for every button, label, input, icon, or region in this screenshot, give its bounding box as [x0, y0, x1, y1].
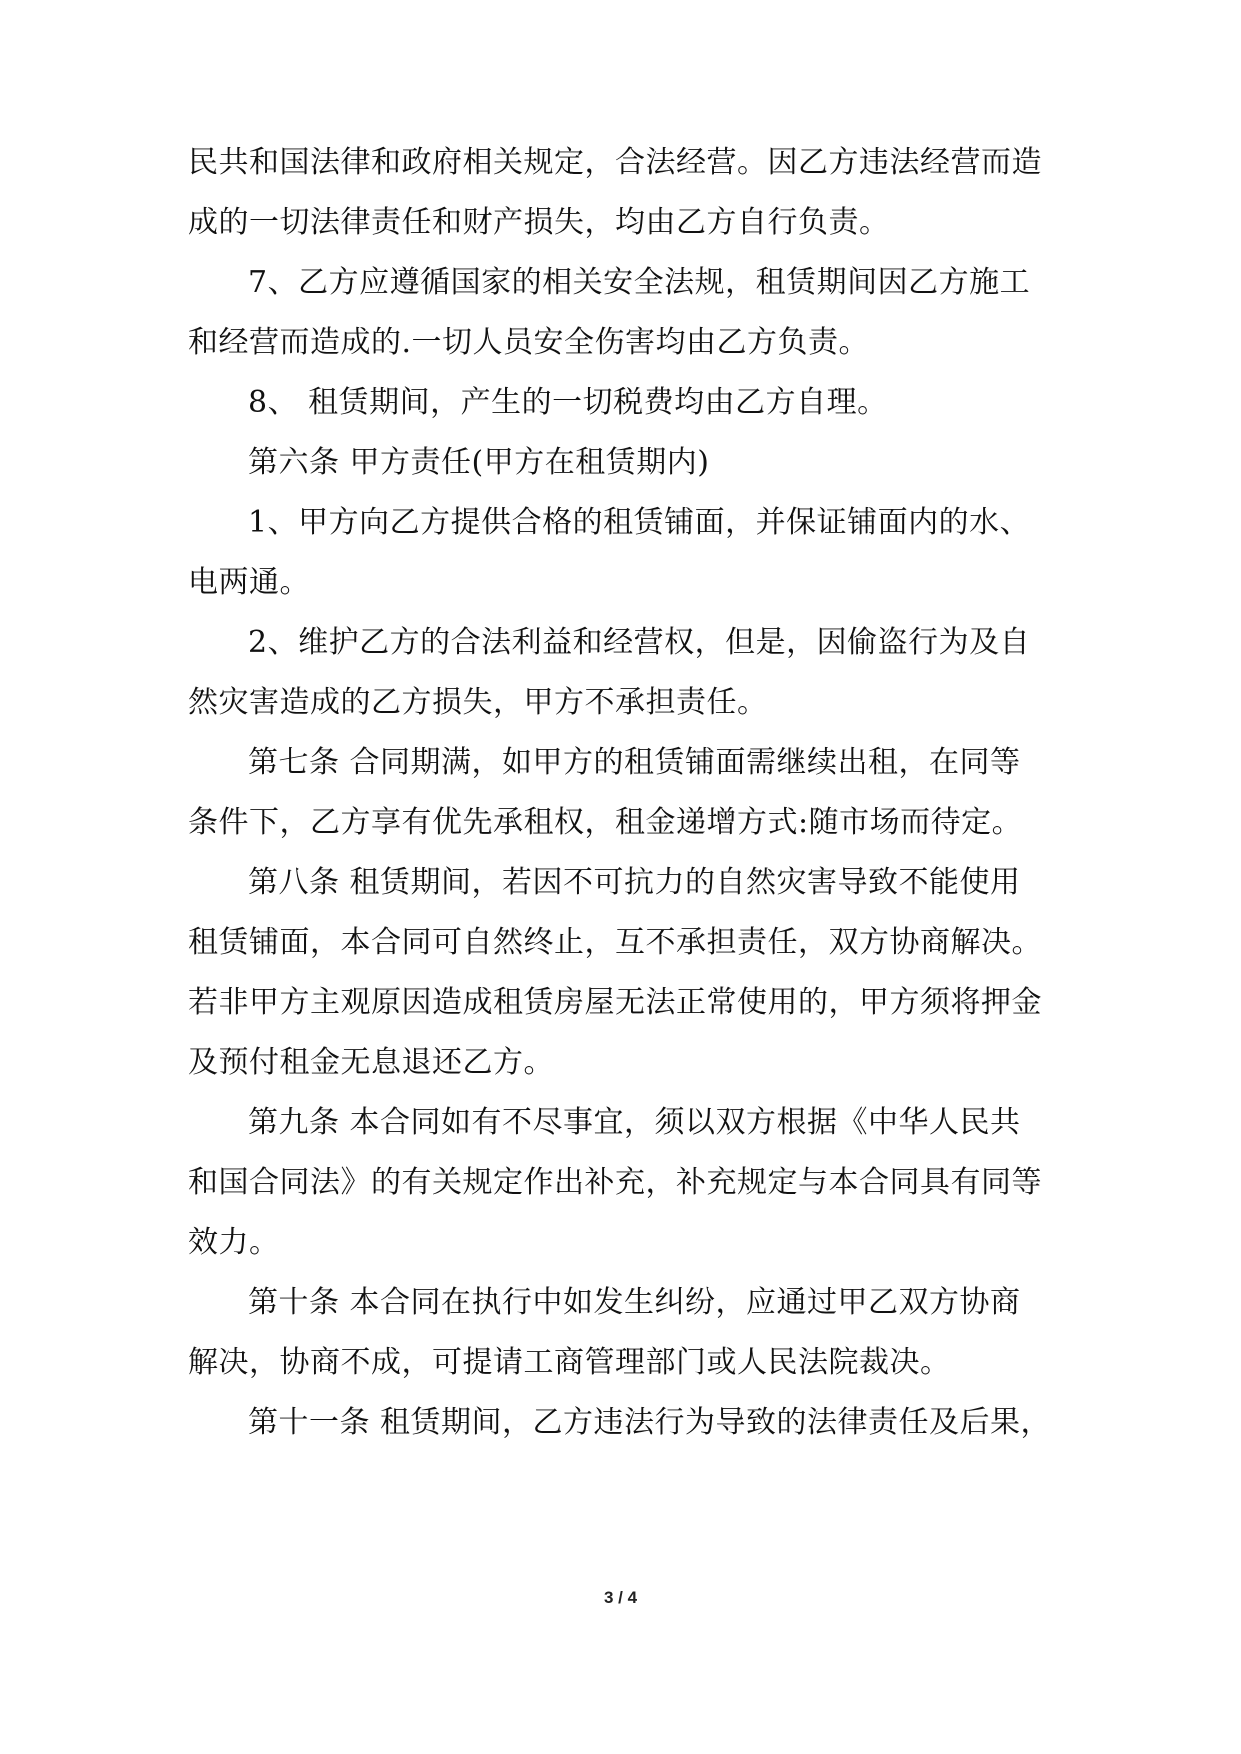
text-line: 条件下，乙方享有优先承租权，租金递增方式:随市场而待定。 [188, 805, 1023, 840]
section-heading: 第六条 甲方责任(甲方在租赁期内) [248, 445, 710, 480]
page-number: 3 / 4 [603, 1588, 638, 1607]
text-line: 和经营而造成的.一切人员安全伤害均由乙方负责。 [188, 325, 870, 360]
text-line: 成的一切法律责任和财产损失，均由乙方自行负责。 [188, 205, 890, 240]
text-line: 解决，协商不成，可提请工商管理部门或人民法院裁决。 [188, 1345, 951, 1380]
text-line: 电两通。 [188, 565, 310, 600]
text-line: 1、甲方向乙方提供合格的租赁铺面，并保证铺面内的水、 [248, 505, 1031, 540]
text-line: 租赁铺面，本合同可自然终止，互不承担责任，双方协商解决。 [188, 925, 1042, 960]
text-line: 若非甲方主观原因造成租赁房屋无法正常使用的，甲方须将押金 [188, 985, 1042, 1020]
text-line: 民共和国法律和政府相关规定，合法经营。因乙方违法经营而造 [188, 145, 1042, 180]
text-line: 第九条 本合同如有不尽事宜，须以双方根据《中华人民共 [248, 1105, 1021, 1140]
text-line: 及预付租金无息退还乙方。 [188, 1045, 554, 1080]
text-line: 7、乙方应遵循国家的相关安全法规，租赁期间因乙方施工 [248, 265, 1031, 300]
text-line: 8、 租赁期间，产生的一切税费均由乙方自理。 [248, 385, 888, 420]
text-line: 效力。 [188, 1225, 280, 1260]
text-line: 第八条 租赁期间，若因不可抗力的自然灾害导致不能使用 [248, 865, 1021, 900]
text-line: 第十一条 租赁期间，乙方违法行为导致的法律责任及后果， [248, 1405, 1052, 1440]
text-line: 第七条 合同期满，如甲方的租赁铺面需继续出租，在同等 [248, 745, 1021, 780]
text-line: 第十条 本合同在执行中如发生纠纷，应通过甲乙双方协商 [248, 1285, 1021, 1320]
text-line: 和国合同法》的有关规定作出补充，补充规定与本合同具有同等 [188, 1165, 1042, 1200]
text-line: 2、维护乙方的合法利益和经营权，但是，因偷盗行为及自 [248, 625, 1031, 660]
text-line: 然灾害造成的乙方损失，甲方不承担责任。 [188, 685, 768, 720]
